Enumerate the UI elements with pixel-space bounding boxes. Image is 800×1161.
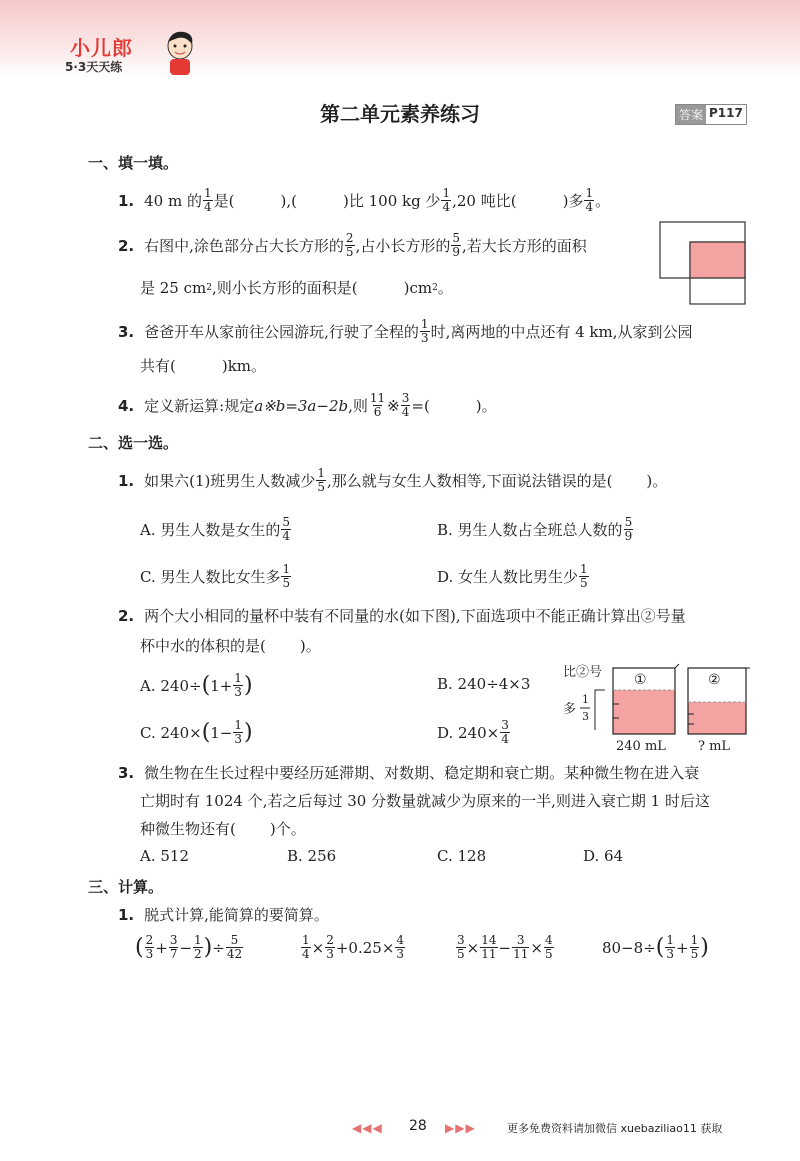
expression-4: 80−8÷ ( 1 3 + $\frac{1}{5}$ ) <box>602 933 709 961</box>
answer-badge <box>675 104 747 125</box>
arrow-right-icon: ▶▶▶ <box>445 1121 476 1135</box>
section-heading-choose: 二、选一选。 <box>88 434 179 452</box>
option-2-2-d[interactable]: D. 240× $\frac{3}{4}$ <box>437 718 509 746</box>
answer-label: 答案 <box>676 105 706 124</box>
question-1-4: 4. 定义新运算:规定 a※b=3a−2b ,则 11 6 ※ $\frac{3}{4}$ =( )。 <box>118 391 497 419</box>
fig-frac-den: 3 <box>582 710 589 723</box>
option-2-2-c[interactable]: C. 240× ( 1− $\frac{1}{3}$ ) <box>140 718 253 746</box>
option-2-1-d[interactable]: D. 女生人数比男生少 1 5 <box>437 562 588 590</box>
mascot-icon <box>160 28 200 78</box>
question-1-2: 2. 右图中,涂色部分占大长方形的 2 5 ,占小长方形的 5 9 ,若大长方形的面积 <box>118 231 587 259</box>
question-1-2-cont: 是 25 cm 2 ,则小长方形的面积是( )cm 2 。 <box>140 278 453 297</box>
option-2-3-a[interactable]: A. 512 <box>140 847 189 865</box>
option-2-3-d[interactable]: D. 64 <box>583 847 624 865</box>
fraction: 5 4 <box>282 515 291 543</box>
expression-1: ( 2 3 + $\frac{3}{7}$ − $\frac{1}{2}$ ) ÷ $\frac{5}{42}$ <box>135 933 243 961</box>
question-1-1: 1. 40 m 的 1 4 是( ),( )比 100 kg 少 1 4 ,20 吨比( )多 1 4 。 <box>118 186 611 214</box>
fraction: 11 6 <box>369 391 386 419</box>
answer-page: P117 <box>709 106 743 120</box>
question-2-3-cont1: 亡期时有 1024 个,若之后每过 30 分数量就减少为原来的一半,则进入衰亡期 1 时后这 <box>140 792 710 810</box>
question-2-3: 3. 微生物在生长过程中要经历延滞期、对数期、稳定期和衰亡期。某种微生物在进入衰 <box>118 763 700 782</box>
question-2-2: 2. 两个大小相同的量杯中装有不同量的水(如下图),下面选项中不能正确计算出②号量 <box>118 606 686 625</box>
fraction: $\frac{1}{3}$ <box>234 671 242 699</box>
option-2-1-b[interactable]: B. 男生人数占全班总人数的 5 9 <box>437 515 633 543</box>
section-heading-fill: 一、填一填。 <box>88 154 179 172</box>
question-2-2-cont: 杯中水的体积的是( )。 <box>140 637 321 655</box>
fraction: 5 9 <box>452 231 460 259</box>
option-2-3-c[interactable]: C. 128 <box>437 847 487 865</box>
bracket-line <box>595 690 605 730</box>
question-2-1: 1. 如果六(1)班男生人数减少 1 5 ,那么就与女生人数相等,下面说法错误的是( )。 <box>118 466 668 494</box>
brand-name: 小儿郎 <box>70 36 133 60</box>
fraction: 1 5 <box>282 562 291 590</box>
series-name: 5·3天天练 <box>65 60 123 74</box>
option-2-1-a[interactable]: A. 男生人数是女生的 5 4 <box>140 515 291 543</box>
fraction: 2 5 <box>345 231 354 259</box>
arrow-left-icon: ◀◀◀ <box>352 1121 383 1135</box>
question-1-3-cont: 共有( )km。 <box>140 357 267 375</box>
page-title: 第二单元素养练习 <box>320 102 480 126</box>
expression-2: $\frac{1}{4}$ × $\frac{2}{3}$ +0.25× $\frac{4}{3}$ <box>302 933 405 961</box>
fig-frac-num: 1 <box>582 693 589 706</box>
option-2-2-b[interactable]: B. 240÷4×3 <box>437 675 531 693</box>
fraction: $\frac{1}{3}$ <box>234 718 243 746</box>
cup-1-volume: 240 mL <box>616 739 666 754</box>
question-1-3: 3. 爸爸开车从家前往公园游玩,行驶了全程的 1 3 时,离两地的中点还有 4 km,从家到公园 <box>118 317 693 345</box>
fig-label-more: 多 <box>563 702 577 717</box>
fraction: 1 4 <box>585 186 594 214</box>
fraction: $\frac{3}{4}$ <box>401 391 410 419</box>
question-2-3-cont2: 种微生物还有( )个。 <box>140 820 306 838</box>
measuring-cups-figure <box>560 660 750 755</box>
fraction: 5 9 <box>624 515 633 543</box>
fraction: $\frac{3}{4}$ <box>501 718 509 746</box>
option-2-1-c[interactable]: C. 男生人数比女生多 1 5 <box>140 562 291 590</box>
fig-label-compare: 比②号 <box>563 665 603 680</box>
section-heading-calc: 三、计算。 <box>88 878 164 896</box>
footer-note: 更多免费资料请加微信 xuebaziliao11 获取 <box>507 1122 723 1135</box>
page-number: 28 <box>409 1118 427 1134</box>
cup-2-volume: ? mL <box>698 739 731 754</box>
option-2-2-a[interactable]: A. 240÷ ( 1+ $\frac{1}{3}$ ) <box>140 671 253 699</box>
question-3-1: 1. 脱式计算,能简算的要简算。 <box>118 905 329 924</box>
fraction: 1 3 <box>420 317 429 345</box>
fraction: 1 5 <box>580 562 588 590</box>
cup-2-label: ② <box>708 672 721 688</box>
brand-logo <box>62 26 172 86</box>
fraction: 1 4 <box>442 186 451 214</box>
cup-1-label: ① <box>634 672 647 688</box>
option-2-3-b[interactable]: B. 256 <box>287 847 337 865</box>
rectangles-figure <box>658 220 748 308</box>
expression-3: $\frac{3}{5}$ × $\frac{14}{11}$ − $\frac{3}{11}$ × $\frac{4}{5}$ <box>457 933 553 961</box>
fraction: 1 5 <box>317 466 326 494</box>
fraction: 1 4 <box>204 186 212 214</box>
